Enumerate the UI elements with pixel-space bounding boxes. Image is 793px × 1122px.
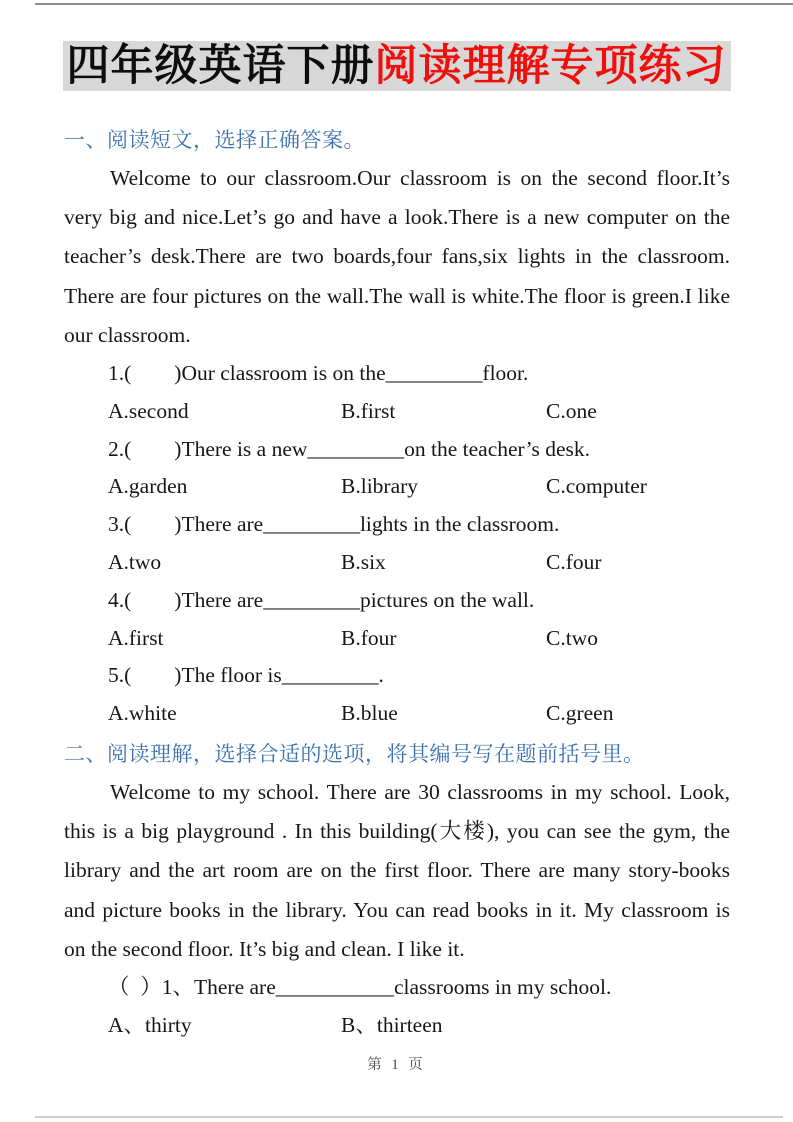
option: B.four — [341, 625, 397, 650]
options-row — [108, 695, 730, 733]
option: A.second — [108, 398, 189, 423]
section-heading: 一、阅读短文，选择正确答案。 — [64, 128, 365, 152]
title-black-part: 四年级英语下册 — [66, 42, 375, 90]
option: B.six — [341, 550, 386, 574]
section-heading: 二、阅读理解，选择合适的选项，将其编号写在题前括号里。 — [64, 741, 645, 766]
question-stem: 1.( )Our classroom is on the_________floor. — [108, 361, 529, 386]
title-highlight — [63, 41, 731, 91]
option: C.four — [546, 550, 602, 574]
option: A.white — [108, 701, 177, 726]
page-title — [0, 40, 793, 92]
option: A.first — [108, 625, 164, 650]
option: C.two — [546, 625, 598, 650]
page-number: 第 1 页 — [367, 1057, 426, 1073]
option: C.computer — [546, 474, 647, 499]
question-stem: 4.( )There are_________pictures on the wall. — [108, 587, 535, 612]
section-2 — [64, 735, 730, 1045]
option: C.green — [546, 701, 614, 726]
question-stem: 5.( )The floor is_________. — [108, 663, 384, 688]
option: B、thirteen — [341, 1012, 443, 1037]
option: A、thirty — [108, 1012, 192, 1037]
top-border-line — [35, 3, 793, 5]
options-row — [108, 1007, 730, 1045]
worksheet-content — [64, 121, 730, 1045]
question-stem: 2.( )There is a new_________on the teacher’s desk. — [108, 436, 591, 461]
options-row — [108, 620, 730, 658]
option: B.first — [341, 398, 396, 423]
options-row — [108, 468, 730, 506]
section-1 — [64, 121, 730, 733]
option: B.blue — [341, 701, 398, 726]
bottom-border-line — [35, 1116, 783, 1118]
option: A.garden — [108, 474, 188, 499]
passage: Welcome to our classroom.Our classroom is on the second floor.It’s very big and nice.Let’s go and have a look.There is a new computer on the teacher’s desk.There are two boards,four fans,six lights in the classroom. There are four pictures on the wall.The wall is white.The floor is green.I like our classroom. — [64, 166, 730, 347]
title-red-part: 阅读理解专项练习 — [374, 42, 727, 90]
options-row — [108, 393, 730, 431]
option: C.one — [546, 398, 597, 423]
option: A.two — [108, 550, 162, 574]
option: B.library — [341, 474, 419, 499]
passage: Welcome to my school. There are 30 classrooms in my school. Look, this is a big playground . In this building(大楼), you can see the gym, the library and the art room are on the first floor. There are many story-books and picture books in the library. You can read books in it. My classroom is on the second floor. It’s big and clean. I like it. — [64, 779, 730, 961]
question-stem: 3.( )There are_________lights in the classroom. — [108, 512, 560, 537]
question-stem: （ ）1、There are___________classrooms in my school. — [108, 975, 612, 999]
options-row — [108, 544, 730, 582]
